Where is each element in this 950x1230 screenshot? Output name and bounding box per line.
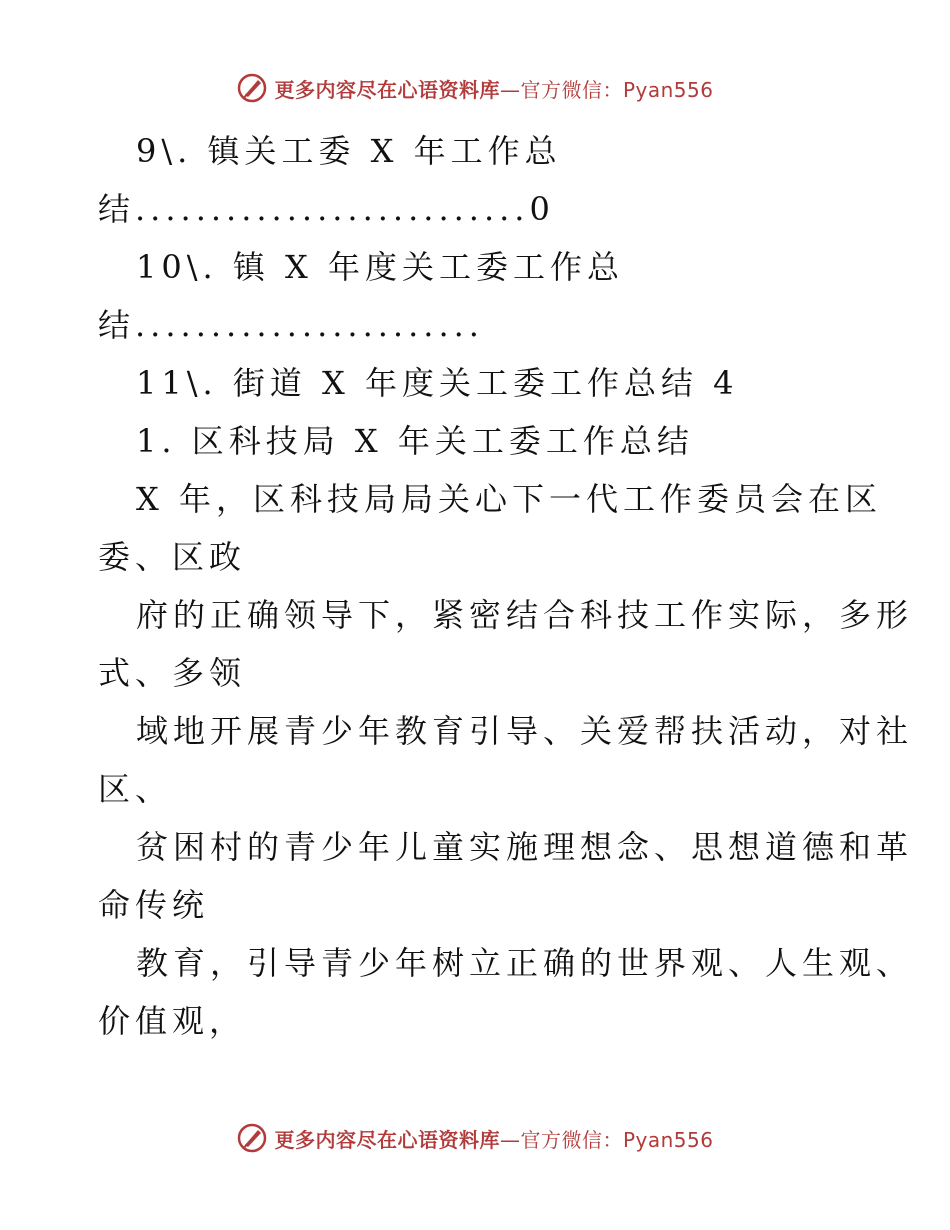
paragraph-line: 命传统 xyxy=(98,886,210,924)
section-heading: 1. 区科技局 X 年关工委工作总结 xyxy=(136,422,694,460)
toc-line: 11\. 街道 X 年度关工委工作总结 4 xyxy=(136,364,739,402)
watermark-suffix: 官方微信：Pyan556 xyxy=(520,1127,714,1152)
watermark-brand: 更多内容尽在心语资料库 xyxy=(274,77,500,102)
paragraph-line: 贫困村的青少年儿童实施理想念、思想道德和革 xyxy=(136,828,914,866)
toc-line: 10\. 镇 X 年度关工委工作总 xyxy=(136,248,624,286)
toc-line: 9\. 镇关工委 X 年工作总 xyxy=(136,132,562,170)
paragraph-line: 委、区政 xyxy=(98,538,247,576)
watermark-text xyxy=(274,1124,713,1153)
document-body xyxy=(98,122,914,1050)
paragraph-line: 教育，引导青少年树立正确的世界观、人生观、 xyxy=(136,944,914,982)
paragraph-line: 价值观， xyxy=(98,1002,247,1040)
watermark-text xyxy=(274,74,713,103)
quill-logo-icon xyxy=(236,1122,268,1154)
paragraph-line: X 年，区科技局局关心下一代工作委员会在区 xyxy=(136,480,882,518)
toc-line: 结..........................0 xyxy=(98,190,555,228)
paragraph-line: 区、 xyxy=(98,770,173,808)
paragraph-line: 式、多领 xyxy=(98,654,247,692)
watermark-suffix: 官方微信：Pyan556 xyxy=(520,77,714,102)
watermark-separator: — xyxy=(499,77,521,102)
paragraph-line: 域地开展青少年教育引导、关爱帮扶活动，对社 xyxy=(136,712,914,750)
toc-line: 结....................... xyxy=(98,306,484,344)
watermark-brand: 更多内容尽在心语资料库 xyxy=(274,1127,500,1152)
paragraph-line: 府的正确领导下，紧密结合科技工作实际，多形 xyxy=(136,596,914,634)
watermark-separator: — xyxy=(499,1127,521,1152)
quill-logo-icon xyxy=(236,72,268,104)
page-header-watermark xyxy=(0,72,950,104)
page-footer-watermark xyxy=(0,1122,950,1154)
